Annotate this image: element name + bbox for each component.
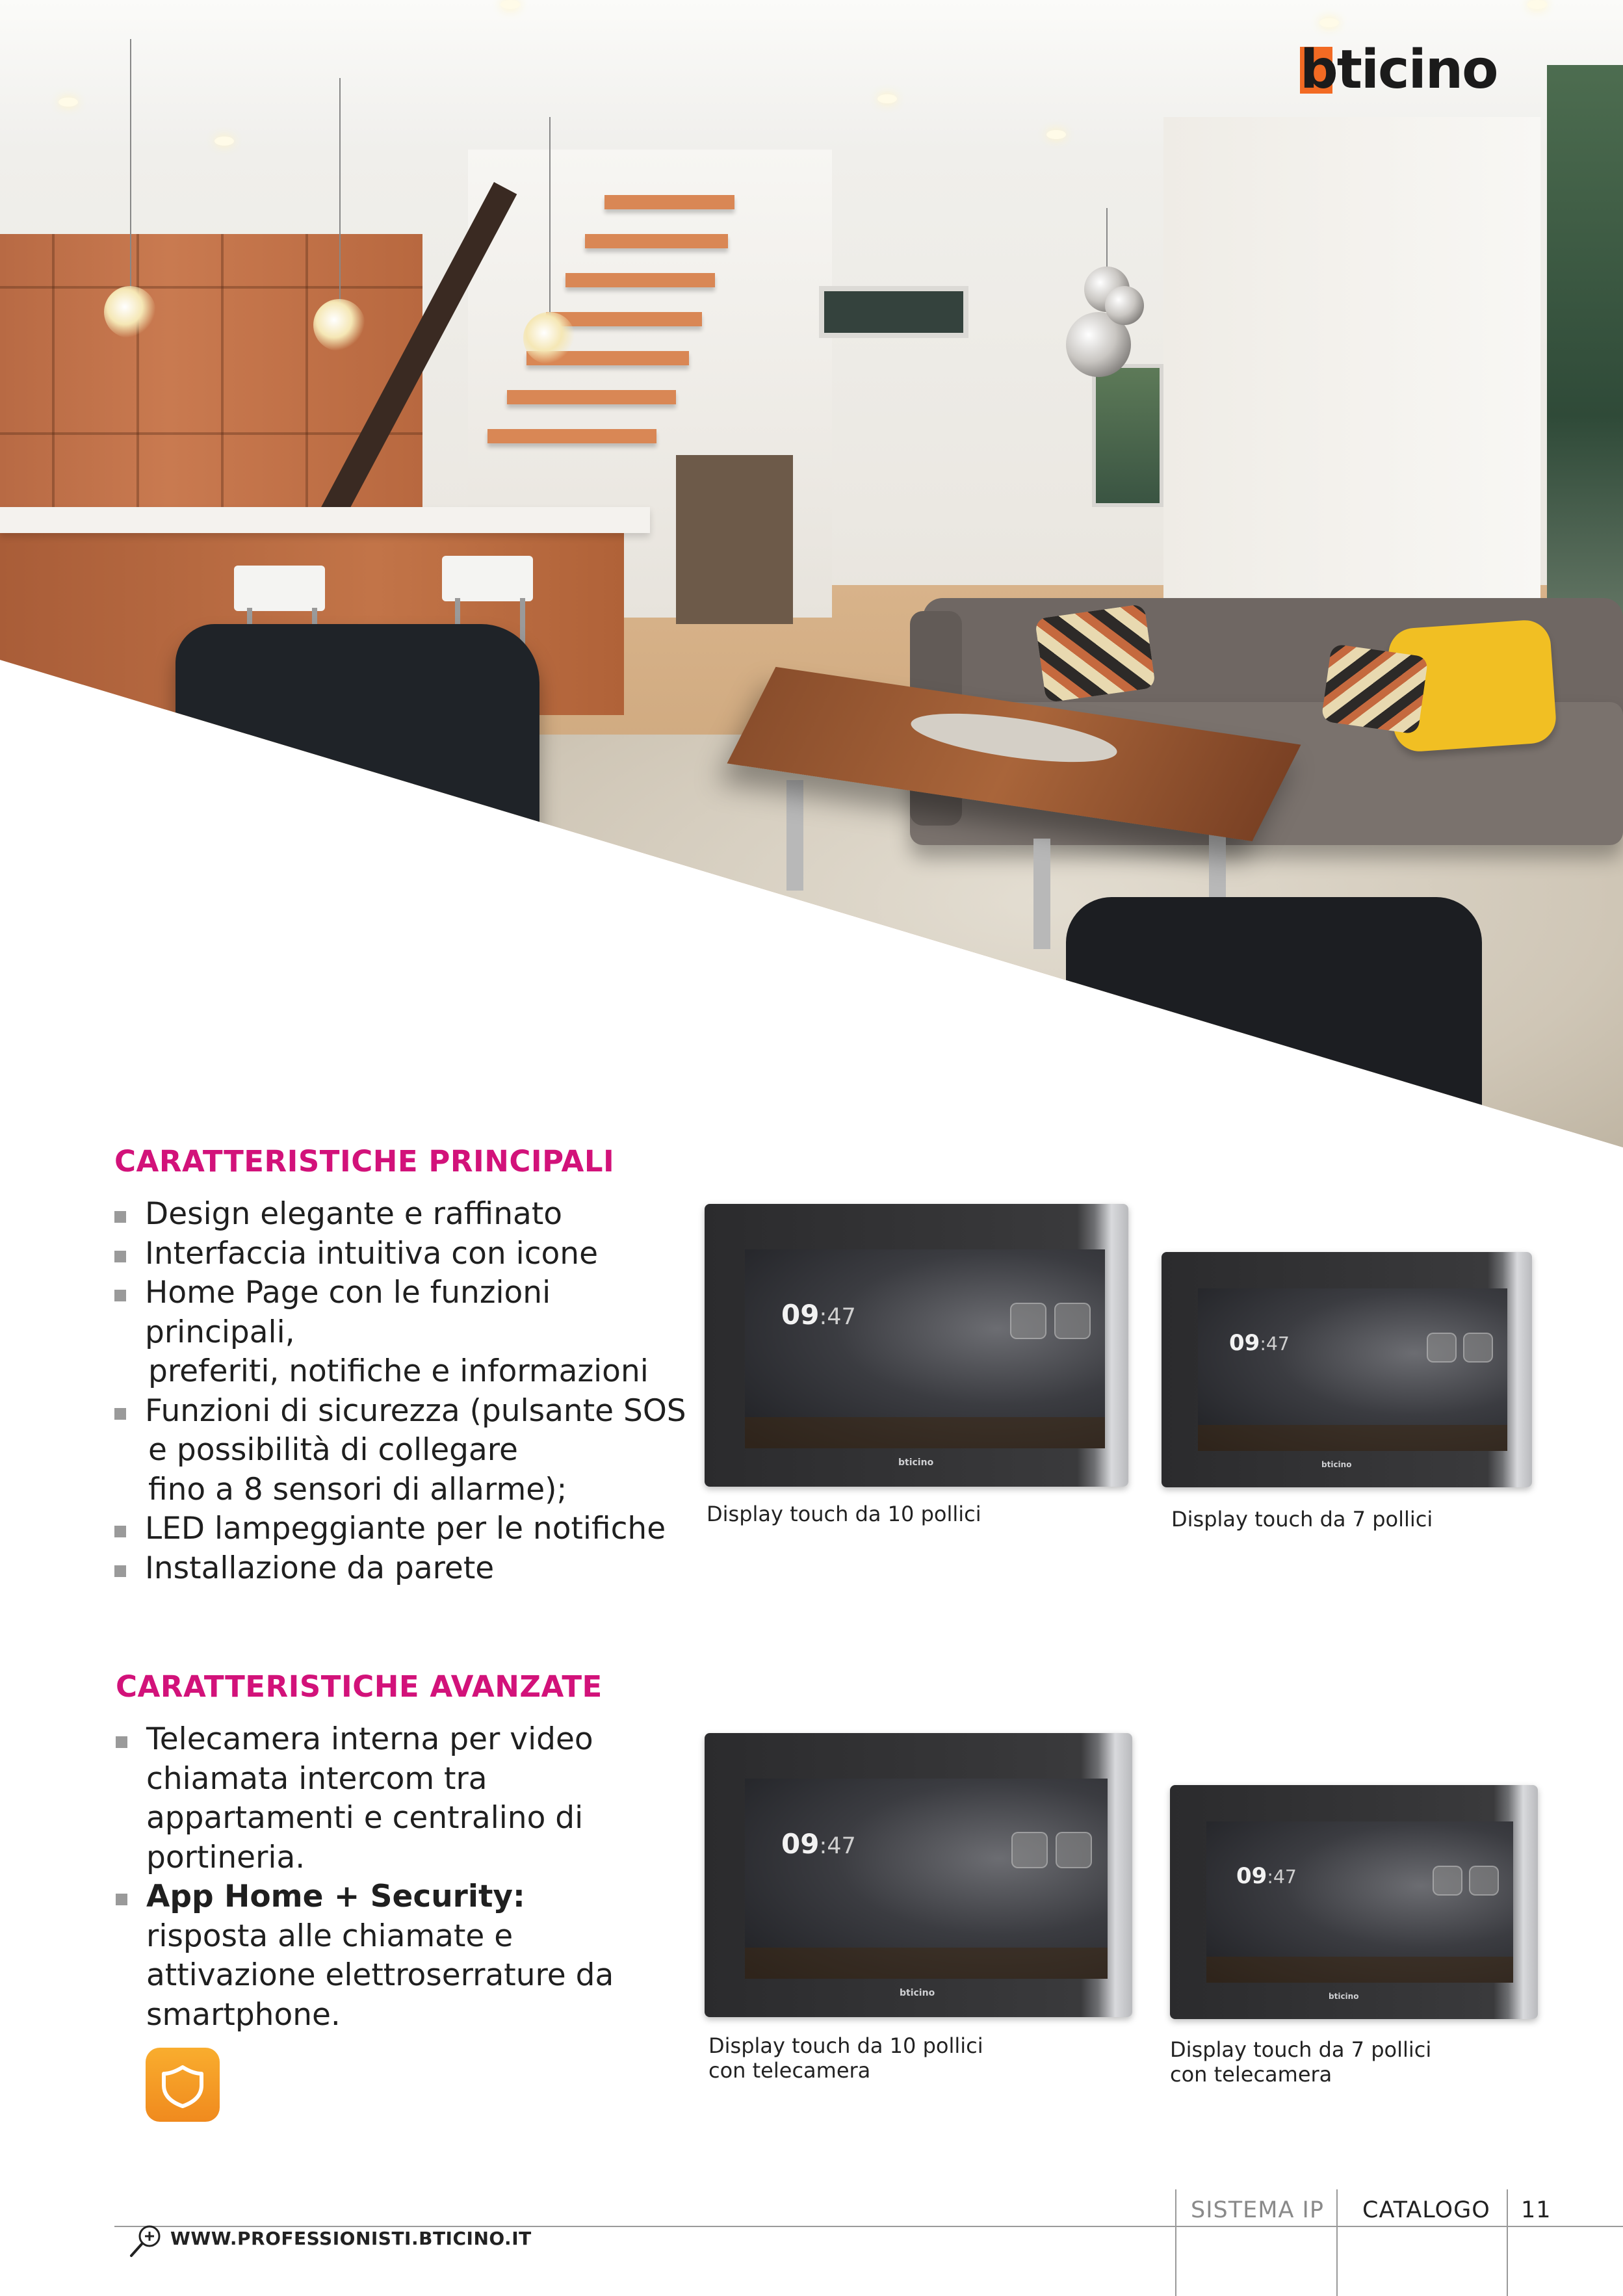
device-brand: bticino bbox=[1329, 1992, 1359, 2001]
caption-display-10: Display touch da 10 pollici bbox=[707, 1502, 981, 1526]
screen-tile bbox=[1054, 1303, 1091, 1339]
stair-step bbox=[565, 273, 715, 287]
ceiling-light bbox=[500, 0, 520, 9]
adv-line: Telecamera interna per video bbox=[146, 1721, 593, 1757]
list-item bbox=[114, 1273, 699, 1392]
footer-divider bbox=[1507, 2189, 1508, 2296]
screen-tile bbox=[1056, 1832, 1092, 1868]
island-countertop bbox=[0, 507, 650, 533]
feature-line: Design elegante e raffinato bbox=[145, 1196, 563, 1232]
bullet-square bbox=[114, 1565, 126, 1577]
display-7-inch-camera bbox=[1170, 1785, 1538, 2019]
display-7-inch bbox=[1162, 1252, 1532, 1487]
device-screen bbox=[745, 1249, 1105, 1448]
stair-step bbox=[487, 429, 656, 443]
adv-line: appartamenti e centralino di bbox=[146, 1800, 584, 1836]
ceiling-light bbox=[1527, 0, 1547, 9]
doorway bbox=[676, 455, 793, 624]
table-leg bbox=[786, 780, 803, 891]
advanced-features-title: CARATTERISTICHE AVANZATE bbox=[116, 1669, 603, 1704]
side-window bbox=[1092, 364, 1163, 507]
footer-divider bbox=[1336, 2189, 1338, 2296]
feature-line: preferiti, notifiche e informazioni bbox=[148, 1353, 649, 1389]
cabinet-seam bbox=[136, 234, 139, 527]
adv-line: risposta alle chiamate e bbox=[146, 1918, 513, 1954]
cabinet-seam bbox=[0, 286, 422, 289]
ceiling-light bbox=[1046, 130, 1066, 139]
bullet-square bbox=[116, 1736, 127, 1748]
armchair bbox=[1066, 897, 1482, 1151]
feature-line: Interfaccia intuitiva con icone bbox=[145, 1235, 598, 1272]
advanced-features-list bbox=[116, 1720, 701, 2035]
pendant-light bbox=[313, 299, 365, 351]
armchair bbox=[175, 624, 539, 871]
main-features-title: CARATTERISTICHE PRINCIPALI bbox=[114, 1144, 615, 1179]
screen-toolbar bbox=[745, 1417, 1105, 1448]
screen-clock: 09:47 bbox=[781, 1828, 856, 1860]
screen-tile bbox=[1469, 1866, 1499, 1896]
table-leg bbox=[1033, 839, 1050, 949]
pendant-cord bbox=[130, 39, 131, 299]
device-brand: bticino bbox=[1321, 1460, 1352, 1469]
zoom-in-icon bbox=[125, 2222, 166, 2263]
device-screen bbox=[1198, 1288, 1507, 1451]
bullet-square bbox=[114, 1211, 126, 1223]
screen-tile bbox=[1011, 1832, 1048, 1868]
bar-stool bbox=[442, 556, 533, 601]
feature-line: fino a 8 sensori di allarme); bbox=[148, 1471, 567, 1507]
app-feature-title: App Home + Security: bbox=[146, 1879, 525, 1914]
pendant-cord bbox=[339, 78, 341, 312]
ceiling-light bbox=[58, 98, 78, 107]
adv-line: attivazione elettroserrature da bbox=[146, 1957, 614, 1993]
list-item bbox=[114, 1509, 699, 1549]
list-item bbox=[116, 1720, 701, 1877]
device-screen bbox=[745, 1779, 1108, 1979]
patterned-pillow bbox=[1321, 644, 1428, 735]
footer-doc: CATALOGO bbox=[1362, 2197, 1490, 2223]
bticino-logo bbox=[1300, 39, 1511, 101]
pendant-light bbox=[104, 286, 156, 338]
cabinet-seam bbox=[52, 234, 55, 527]
stair-step bbox=[604, 195, 734, 209]
ceiling-light bbox=[1319, 18, 1339, 27]
bar-stool bbox=[234, 566, 325, 611]
screen-tile bbox=[1427, 1333, 1457, 1363]
feature-line: Home Page con le funzioni principali, bbox=[145, 1275, 551, 1350]
main-features-list bbox=[114, 1195, 699, 1588]
caption-line: Display touch da 10 pollici bbox=[708, 2033, 983, 2058]
footer-url[interactable]: WWW.PROFESSIONISTI.BTICINO.IT bbox=[170, 2228, 532, 2249]
right-wall bbox=[1163, 117, 1540, 624]
bullet-square bbox=[114, 1251, 126, 1262]
caption-display-7: Display touch da 7 pollici bbox=[1171, 1507, 1433, 1532]
screen-tile bbox=[1463, 1333, 1493, 1363]
cabinet-seam bbox=[305, 234, 308, 527]
footer-divider bbox=[1175, 2189, 1176, 2296]
device-screen bbox=[1206, 1821, 1513, 1983]
list-item bbox=[114, 1195, 699, 1234]
pendant-cord bbox=[549, 117, 551, 325]
feature-line: Installazione da parete bbox=[145, 1550, 495, 1586]
stair-step bbox=[507, 390, 676, 404]
cabinet-seam bbox=[221, 234, 224, 527]
device-brand: bticino bbox=[900, 1988, 935, 1998]
list-item bbox=[116, 1877, 701, 2035]
patterned-pillow bbox=[1035, 604, 1156, 703]
screen-clock: 09:47 bbox=[781, 1299, 856, 1331]
device-brand: bticino bbox=[898, 1457, 934, 1468]
caption-line: con telecamera bbox=[1170, 2062, 1332, 2087]
adv-line: portineria. bbox=[146, 1839, 305, 1875]
stair-step bbox=[585, 234, 728, 248]
pendant-light bbox=[523, 312, 575, 364]
display-10-inch-camera bbox=[705, 1733, 1132, 2017]
caption-display-10-camera bbox=[708, 2033, 983, 2083]
adv-line: chiamata intercom tra bbox=[146, 1760, 487, 1797]
caption-display-7-camera bbox=[1170, 2037, 1431, 2087]
footer-section: SISTEMA IP bbox=[1191, 2197, 1324, 2223]
display-10-inch bbox=[705, 1204, 1128, 1487]
screen-toolbar bbox=[1206, 1957, 1513, 1983]
large-window bbox=[1547, 65, 1623, 650]
pendant-cord bbox=[1106, 208, 1108, 273]
logo-text: bticino bbox=[1300, 39, 1498, 101]
list-item bbox=[114, 1392, 699, 1510]
ceiling-light bbox=[214, 137, 234, 146]
bullet-square bbox=[114, 1408, 126, 1420]
bullet-square bbox=[116, 1894, 127, 1905]
clerestory-window bbox=[819, 286, 968, 338]
caption-line: con telecamera bbox=[708, 2058, 871, 2083]
screen-clock: 09:47 bbox=[1229, 1330, 1290, 1356]
feature-line: e possibilità di collegare bbox=[148, 1432, 518, 1468]
screen-toolbar bbox=[745, 1948, 1108, 1979]
footer-page-number: 11 bbox=[1521, 2197, 1552, 2223]
bullet-square bbox=[114, 1526, 126, 1537]
screen-tile bbox=[1433, 1866, 1462, 1896]
screen-clock: 09:47 bbox=[1236, 1863, 1297, 1889]
caption-line: Display touch da 7 pollici bbox=[1170, 2037, 1432, 2062]
footer-rule bbox=[114, 2226, 1623, 2227]
globe-light bbox=[1105, 286, 1144, 325]
shield-icon bbox=[146, 2048, 220, 2122]
bullet-square bbox=[114, 1290, 126, 1301]
adv-line: smartphone. bbox=[146, 1996, 341, 2033]
screen-tile bbox=[1010, 1303, 1046, 1339]
feature-line: Funzioni di sicurezza (pulsante SOS bbox=[145, 1392, 686, 1429]
list-item bbox=[114, 1234, 699, 1274]
ceiling-light bbox=[877, 94, 897, 103]
app-shield-icon bbox=[146, 2048, 220, 2122]
list-item bbox=[114, 1549, 699, 1589]
feature-line: LED lampeggiante per le notifiche bbox=[145, 1511, 666, 1546]
screen-toolbar bbox=[1198, 1425, 1507, 1451]
